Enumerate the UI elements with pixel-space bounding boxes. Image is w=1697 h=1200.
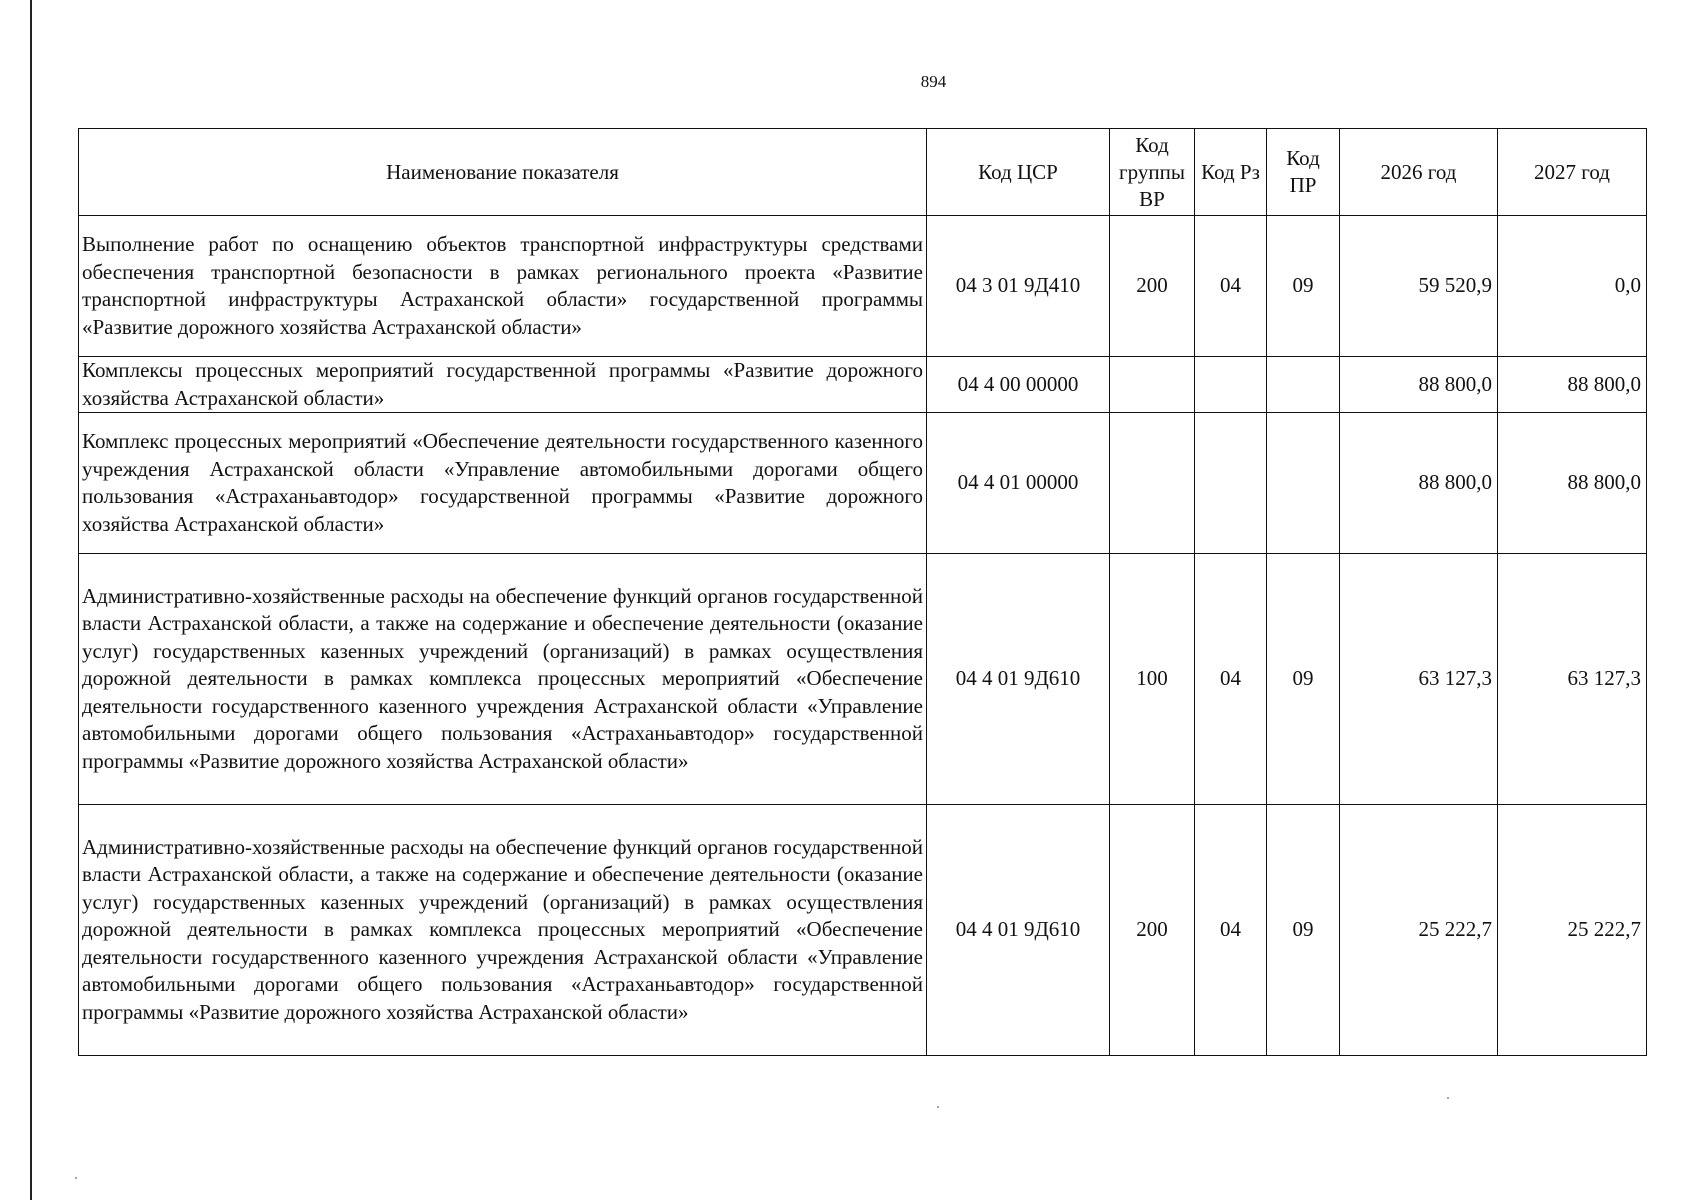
row-csr-code: 04 4 01 9Д610 — [927, 805, 1110, 1056]
row-rz-code: 04 — [1195, 554, 1267, 805]
row-value-2027: 25 222,7 — [1498, 805, 1647, 1056]
row-csr-code: 04 4 00 00000 — [927, 357, 1110, 413]
table-row — [79, 554, 1647, 805]
row-pr-code: 09 — [1267, 805, 1340, 1056]
row-csr-code: 04 4 01 00000 — [927, 413, 1110, 554]
row-value-2026: 59 520,9 — [1340, 216, 1498, 357]
header-row — [79, 129, 1647, 216]
table-row — [79, 357, 1647, 413]
row-vr-code — [1110, 413, 1195, 554]
row-rz-code — [1195, 413, 1267, 554]
row-rz-code: 04 — [1195, 216, 1267, 357]
table-header — [79, 129, 1647, 216]
scan-speck — [937, 1106, 939, 1108]
row-value-2026: 88 800,0 — [1340, 357, 1498, 413]
row-vr-code — [1110, 357, 1195, 413]
row-value-2026: 63 127,3 — [1340, 554, 1498, 805]
scan-speck — [75, 1177, 77, 1179]
page-number: 894 — [920, 72, 947, 91]
header-rz-code: Код Рз — [1195, 129, 1267, 216]
header-pr-code: Код ПР — [1267, 129, 1340, 216]
row-vr-code: 100 — [1110, 554, 1195, 805]
row-pr-code: 09 — [1267, 216, 1340, 357]
header-vr-group-code: Код группы ВР — [1110, 129, 1195, 216]
row-name: Административно-хозяйственные расходы на обеспечение функций органов государственной власти Астраханской области, а также на содержание и обеспечение деятельности (оказание услуг) государственных казенных учреждений (организаций) в рамках осуществления дорожной деятельности в рамках комплекса процессных мероприятий «Обеспечение деятельности государственного казенного учреждения Астраханской области «Управление автомобильными дорогами общего пользования «Астраханьавтодор» государственной программы «Развитие дорожного хозяйства Астраханской области» — [79, 805, 927, 1056]
row-csr-code: 04 3 01 9Д410 — [927, 216, 1110, 357]
row-value-2026: 88 800,0 — [1340, 413, 1498, 554]
header-csr-code: Код ЦСР — [927, 129, 1110, 216]
row-name: Административно-хозяйственные расходы на обеспечение функций органов государственной власти Астраханской области, а также на содержание и обеспечение деятельности (оказание услуг) государственных казенных учреждений (организаций) в рамках осуществления дорожной деятельности в рамках комплекса процессных мероприятий «Обеспечение деятельности государственного казенного учреждения Астраханской области «Управление автомобильными дорогами общего пользования «Астраханьавтодор» государственной программы «Развитие дорожного хозяйства Астраханской области» — [79, 554, 927, 805]
table-row — [79, 805, 1647, 1056]
row-pr-code — [1267, 413, 1340, 554]
row-name: Комплекс процессных мероприятий «Обеспечение деятельности государственного казенного учреждения Астраханской области «Управление автомобильными дорогами общего пользования «Астраханьавтодор» государственной программы «Развитие дорожного хозяйства Астраханской области» — [79, 413, 927, 554]
row-pr-code — [1267, 357, 1340, 413]
header-year-2026: 2026 год — [1340, 129, 1498, 216]
row-name: Выполнение работ по оснащению объектов транспортной инфраструктуры средствами обеспечения транспортной безопасности в рамках регионального проекта «Развитие транспортной инфраструктуры Астраханской области» государственной программы «Развитие дорожного хозяйства Астраханской области» — [79, 216, 927, 357]
row-value-2027: 63 127,3 — [1498, 554, 1647, 805]
row-value-2027: 88 800,0 — [1498, 357, 1647, 413]
row-value-2027: 0,0 — [1498, 216, 1647, 357]
header-year-2027: 2027 год — [1498, 129, 1647, 216]
row-value-2027: 88 800,0 — [1498, 413, 1647, 554]
row-value-2026: 25 222,7 — [1340, 805, 1498, 1056]
row-vr-code: 200 — [1110, 805, 1195, 1056]
budget-table — [78, 128, 1647, 1056]
header-name: Наименование показателя — [79, 129, 927, 216]
row-name: Комплексы процессных мероприятий государственной программы «Развитие дорожного хозяйства Астраханской области» — [79, 357, 927, 413]
table-row — [79, 216, 1647, 357]
row-rz-code: 04 — [1195, 805, 1267, 1056]
page-binding-line — [30, 0, 32, 1200]
table-body — [79, 216, 1647, 1056]
scan-speck — [1447, 1097, 1449, 1099]
row-pr-code: 09 — [1267, 554, 1340, 805]
table-row — [79, 413, 1647, 554]
row-vr-code: 200 — [1110, 216, 1195, 357]
row-rz-code — [1195, 357, 1267, 413]
row-csr-code: 04 4 01 9Д610 — [927, 554, 1110, 805]
